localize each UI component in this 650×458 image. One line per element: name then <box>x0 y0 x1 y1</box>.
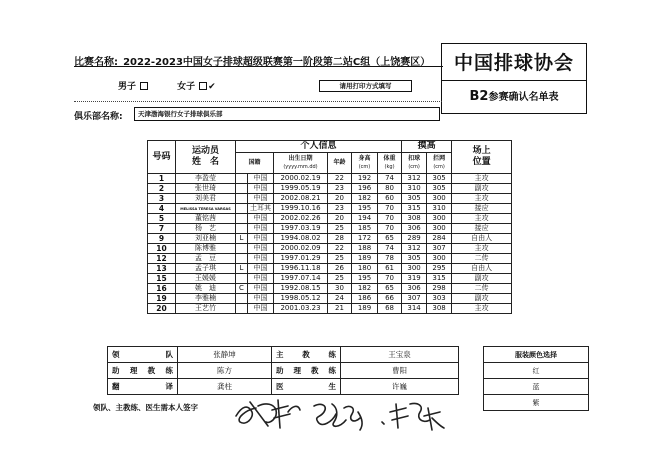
player-weight: 70 <box>378 274 402 284</box>
title-divider <box>442 80 586 81</box>
player-weight: 68 <box>378 304 402 314</box>
player-weight: 70 <box>378 204 402 214</box>
player-name: 王艺竹 <box>176 304 236 314</box>
handwritten-signatures <box>232 392 462 436</box>
player-age: 28 <box>328 234 352 244</box>
player-nationality: 中国 <box>248 244 274 254</box>
staff-row <box>108 347 459 363</box>
roster-row <box>148 194 512 204</box>
player-role-flag <box>236 294 248 304</box>
player-weight: 66 <box>378 294 402 304</box>
player-number: 13 <box>148 264 176 274</box>
player-age: 21 <box>328 304 352 314</box>
player-birth-date: 1997.01.29 <box>274 254 328 264</box>
header-reach: 摸高 <box>402 141 452 153</box>
head-coach-name: 王宝泉 <box>341 347 459 363</box>
player-weight: 74 <box>378 244 402 254</box>
player-spike-reach: 289 <box>402 234 427 244</box>
player-name: 张世琦 <box>176 184 236 194</box>
player-birth-date: 2002.02.26 <box>274 214 328 224</box>
player-age: 23 <box>328 184 352 194</box>
player-birth-date: 1996.11.18 <box>274 264 328 274</box>
roster-row <box>148 254 512 264</box>
roster-row <box>148 174 512 184</box>
roster-row <box>148 294 512 304</box>
player-number: 10 <box>148 244 176 254</box>
doctor-role: 医生 <box>272 379 341 395</box>
player-name: 孟子琪 <box>176 264 236 274</box>
staff-row <box>108 363 459 379</box>
player-block-reach: 300 <box>427 254 452 264</box>
player-position: 接应 <box>452 204 512 214</box>
player-role-flag <box>236 244 248 254</box>
male-option[interactable] <box>118 79 148 92</box>
header-weight: 体重 (kg) <box>378 153 402 174</box>
player-number: 20 <box>148 304 176 314</box>
player-birth-date: 2000.02.09 <box>274 244 328 254</box>
dotted-divider <box>74 101 442 102</box>
player-age: 24 <box>328 294 352 304</box>
player-birth-date: 1992.08.15 <box>274 284 328 294</box>
roster-table <box>147 140 512 314</box>
player-number: 16 <box>148 284 176 294</box>
roster-row <box>148 184 512 194</box>
player-height: 172 <box>352 234 378 244</box>
leader-name: 张静坤 <box>178 347 272 363</box>
player-nationality: 中国 <box>248 234 274 244</box>
player-role-flag <box>236 214 248 224</box>
player-position: 主攻 <box>452 214 512 224</box>
club-label: 俱乐部名称: <box>74 112 123 122</box>
player-position: 接应 <box>452 224 512 234</box>
player-name: 杨 艺 <box>176 224 236 234</box>
header-height: 身高 (cm) <box>352 153 378 174</box>
player-birth-date: 1999.05.19 <box>274 184 328 194</box>
player-number: 7 <box>148 224 176 234</box>
player-block-reach: 300 <box>427 194 452 204</box>
header-personal-info: 个人信息 <box>236 141 402 153</box>
staff-table <box>107 346 459 395</box>
male-label: 男子 <box>118 82 137 92</box>
player-number: 4 <box>148 204 176 214</box>
player-position: 副攻 <box>452 184 512 194</box>
player-block-reach: 305 <box>427 184 452 194</box>
player-spike-reach: 315 <box>402 204 427 214</box>
player-height: 196 <box>352 184 378 194</box>
player-nationality: 中国 <box>248 174 274 184</box>
roster-row <box>148 204 512 214</box>
player-spike-reach: 305 <box>402 254 427 264</box>
jersey-color-header: 服装颜色选择 <box>484 347 589 363</box>
jersey-color-option[interactable]: 蓝 <box>484 379 589 395</box>
player-weight: 60 <box>378 194 402 204</box>
roster-row <box>148 214 512 224</box>
player-age: 20 <box>328 214 352 224</box>
player-role-flag <box>236 194 248 204</box>
player-block-reach: 300 <box>427 224 452 234</box>
player-height: 186 <box>352 294 378 304</box>
player-number: 1 <box>148 174 176 184</box>
jersey-color-option[interactable]: 红 <box>484 363 589 379</box>
player-height: 195 <box>352 204 378 214</box>
assistant-coach-role-2: 助理教练 <box>272 363 341 379</box>
player-height: 189 <box>352 254 378 264</box>
player-name: 陈博雅 <box>176 244 236 254</box>
signature-label: 领队、主教练、医生需本人签字 <box>93 403 198 412</box>
title-box <box>441 43 587 114</box>
header-underline <box>74 66 443 67</box>
player-height: 194 <box>352 214 378 224</box>
signature-head-coach <box>314 404 362 430</box>
player-role-flag: L <box>236 264 248 274</box>
player-block-reach: 305 <box>427 174 452 184</box>
player-number: 5 <box>148 214 176 224</box>
player-birth-date: 1999.10.16 <box>274 204 328 214</box>
player-weight: 61 <box>378 264 402 274</box>
player-block-reach: 303 <box>427 294 452 304</box>
player-number: 2 <box>148 184 176 194</box>
header-age: 年龄 <box>328 153 352 174</box>
player-spike-reach: 312 <box>402 174 427 184</box>
player-spike-reach: 307 <box>402 294 427 304</box>
player-nationality: 中国 <box>248 224 274 234</box>
player-birth-date: 2000.02.19 <box>274 174 328 184</box>
player-age: 20 <box>328 194 352 204</box>
header-block-reach: 拦网 (cm) <box>427 153 452 174</box>
header-birth-date: 出生日期 (yyyy.mm.dd) <box>274 153 328 174</box>
roster-row <box>148 234 512 244</box>
player-height: 189 <box>352 304 378 314</box>
player-position: 主攻 <box>452 174 512 184</box>
player-name: MELISSA TERESA VARGAS <box>176 204 236 214</box>
player-number: 9 <box>148 234 176 244</box>
player-birth-date: 1997.03.19 <box>274 224 328 234</box>
player-name: 董铭茜 <box>176 214 236 224</box>
roster-row <box>148 244 512 254</box>
player-name: 刘美君 <box>176 194 236 204</box>
player-height: 188 <box>352 244 378 254</box>
player-block-reach: 300 <box>427 214 452 224</box>
player-age: 25 <box>328 274 352 284</box>
player-position: 副攻 <box>452 274 512 284</box>
header-athlete-name: 运动员 姓 名 <box>176 141 236 174</box>
player-block-reach: 298 <box>427 284 452 294</box>
player-role-flag: C <box>236 284 248 294</box>
player-block-reach: 307 <box>427 244 452 254</box>
doctor-name: 许巍 <box>341 379 459 395</box>
player-weight: 65 <box>378 234 402 244</box>
player-age: 22 <box>328 244 352 254</box>
player-nationality: 中国 <box>248 274 274 284</box>
player-role-flag <box>236 224 248 234</box>
player-height: 185 <box>352 224 378 234</box>
player-weight: 70 <box>378 214 402 224</box>
player-weight: 70 <box>378 224 402 234</box>
header-number: 号码 <box>148 141 176 174</box>
player-block-reach: 315 <box>427 274 452 284</box>
player-spike-reach: 314 <box>402 304 427 314</box>
player-role-flag <box>236 184 248 194</box>
player-nationality: 中国 <box>248 194 274 204</box>
competition-label: 比赛名称: <box>74 57 118 68</box>
player-height: 195 <box>352 274 378 284</box>
player-birth-date: 2001.03.23 <box>274 304 328 314</box>
player-nationality: 中国 <box>248 214 274 224</box>
player-block-reach: 295 <box>427 264 452 274</box>
player-position: 二传 <box>452 254 512 264</box>
player-block-reach: 308 <box>427 304 452 314</box>
player-number: 15 <box>148 274 176 284</box>
roster-body <box>148 174 512 314</box>
interpreter-role: 翻译 <box>108 379 178 395</box>
player-position: 二传 <box>452 284 512 294</box>
player-nationality: 土耳其 <box>248 204 274 214</box>
player-weight: 65 <box>378 284 402 294</box>
player-name: 李盈莹 <box>176 174 236 184</box>
player-position: 主攻 <box>452 304 512 314</box>
player-age: 26 <box>328 264 352 274</box>
roster-header-row-1 <box>148 141 512 153</box>
player-number: 12 <box>148 254 176 264</box>
player-birth-date: 1998.05.12 <box>274 294 328 304</box>
form-code: B2 <box>469 89 489 104</box>
player-height: 182 <box>352 284 378 294</box>
player-spike-reach: 306 <box>402 224 427 234</box>
player-spike-reach: 305 <box>402 194 427 204</box>
roster-row <box>148 224 512 234</box>
roster-row <box>148 264 512 274</box>
player-spike-reach: 300 <box>402 264 427 274</box>
player-block-reach: 310 <box>427 204 452 214</box>
interpreter-name: 龚柱 <box>178 379 272 395</box>
roster-row <box>148 284 512 294</box>
roster-row <box>148 274 512 284</box>
competition-header <box>74 50 444 70</box>
leader-role: 领队 <box>108 347 178 363</box>
player-birth-date: 1997.07.14 <box>274 274 328 284</box>
player-role-flag <box>236 174 248 184</box>
player-nationality: 中国 <box>248 184 274 194</box>
player-nationality: 中国 <box>248 304 274 314</box>
player-age: 23 <box>328 204 352 214</box>
player-height: 180 <box>352 264 378 274</box>
player-spike-reach: 306 <box>402 284 427 294</box>
player-role-flag <box>236 204 248 214</box>
player-spike-reach: 319 <box>402 274 427 284</box>
player-weight: 74 <box>378 174 402 184</box>
player-age: 22 <box>328 174 352 184</box>
jersey-color-option[interactable]: 紫 <box>484 395 589 411</box>
check-icon: ✔ <box>208 82 216 92</box>
player-nationality: 中国 <box>248 264 274 274</box>
assistant-coach-name: 陈方 <box>178 363 272 379</box>
player-name: 姚 迪 <box>176 284 236 294</box>
assistant-coach-role: 助理教练 <box>108 363 178 379</box>
player-role-flag <box>236 274 248 284</box>
player-spike-reach: 308 <box>402 214 427 224</box>
female-checkbox[interactable] <box>199 82 207 90</box>
player-number: 3 <box>148 194 176 204</box>
player-name: 刘亚楠 <box>176 234 236 244</box>
gender-selection <box>118 79 242 93</box>
player-role-flag: L <box>236 234 248 244</box>
competition-name: 2022-2023中国女子排球超级联赛第一阶段第二站C组（上饶赛区） <box>123 57 431 68</box>
player-height: 182 <box>352 194 378 204</box>
player-age: 30 <box>328 284 352 294</box>
player-name: 孟 豆 <box>176 254 236 264</box>
header-nationality: 国籍 <box>236 153 274 174</box>
player-role-flag <box>236 304 248 314</box>
player-nationality: 中国 <box>248 284 274 294</box>
club-name-field: 天津渤海银行女子排球俱乐部 <box>134 107 440 121</box>
player-name: 李雅楠 <box>176 294 236 304</box>
player-position: 自由人 <box>452 264 512 274</box>
player-height: 192 <box>352 174 378 184</box>
player-nationality: 中国 <box>248 294 274 304</box>
form-title <box>442 88 586 104</box>
player-birth-date: 1994.08.02 <box>274 234 328 244</box>
head-coach-role: 主教练 <box>272 347 341 363</box>
player-position: 自由人 <box>452 234 512 244</box>
signature-doctor <box>382 403 444 430</box>
female-label: 女子 <box>177 82 196 92</box>
player-nationality: 中国 <box>248 254 274 264</box>
header-position: 场上 位置 <box>452 141 512 174</box>
player-name: 王媛媛 <box>176 274 236 284</box>
player-position: 副攻 <box>452 294 512 304</box>
player-position: 主攻 <box>452 194 512 204</box>
player-age: 25 <box>328 254 352 264</box>
male-checkbox[interactable] <box>140 82 148 90</box>
player-spike-reach: 312 <box>402 244 427 254</box>
female-option[interactable] <box>177 79 216 92</box>
jersey-color-table <box>483 346 589 411</box>
form-name: 参赛确认名单表 <box>488 92 559 103</box>
player-weight: 80 <box>378 184 402 194</box>
player-age: 25 <box>328 224 352 234</box>
signature-leader <box>236 400 300 428</box>
association-title: 中国排球协会 <box>453 52 574 74</box>
player-block-reach: 284 <box>427 234 452 244</box>
player-role-flag <box>236 254 248 264</box>
header-spike-reach: 扣球 (cm) <box>402 153 427 174</box>
fill-instruction: 请用打印方式填写 <box>319 80 412 92</box>
assistant-coach-name-2: 曹阳 <box>341 363 459 379</box>
roster-row <box>148 304 512 314</box>
player-number: 19 <box>148 294 176 304</box>
player-weight: 78 <box>378 254 402 264</box>
player-position: 主攻 <box>452 244 512 254</box>
player-spike-reach: 310 <box>402 184 427 194</box>
player-birth-date: 2002.08.21 <box>274 194 328 204</box>
